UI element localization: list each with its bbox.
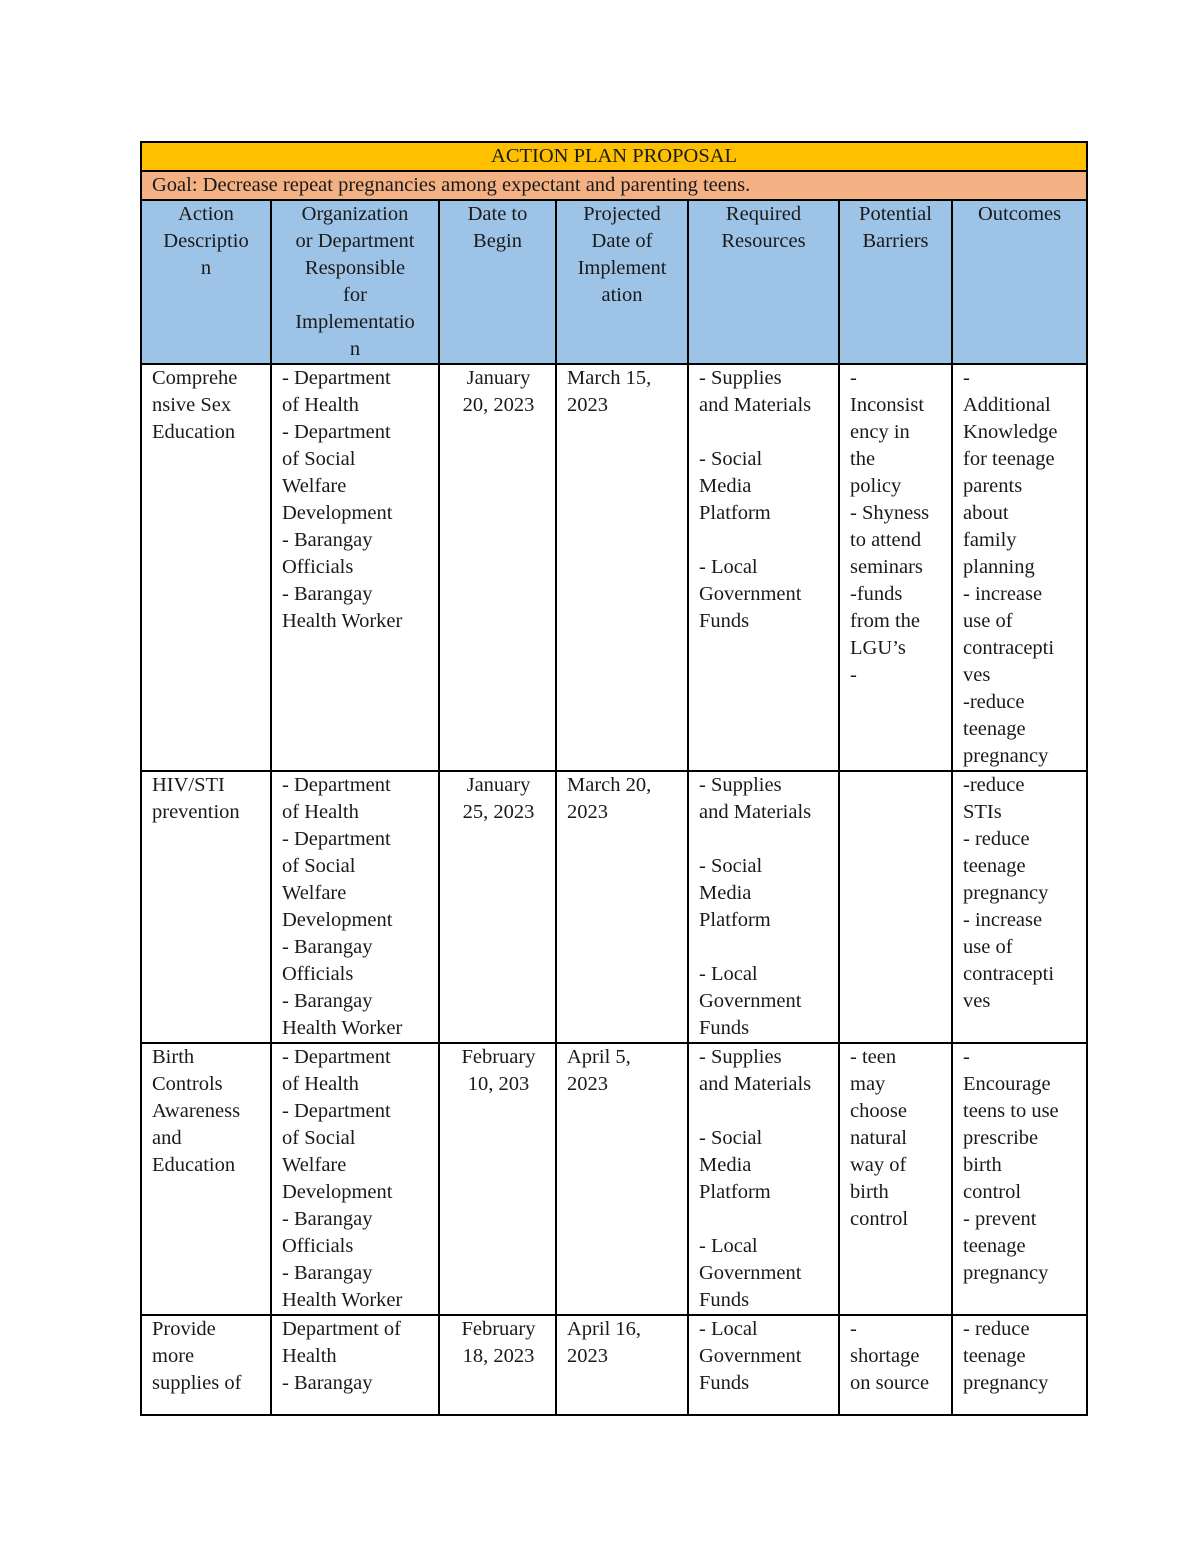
organization-cell-line: - Barangay xyxy=(282,1262,373,1284)
outcomes-cell-line: contracepti xyxy=(963,637,1055,659)
action-cell xyxy=(141,364,271,771)
barriers-cell-line: - teen xyxy=(850,1046,897,1068)
resources-cell-line: - Local xyxy=(699,1318,758,1340)
resources-cell-line: - Local xyxy=(699,1235,758,1257)
outcomes-cell-line: ves xyxy=(963,990,991,1012)
projected-date-cell-line: 2023 xyxy=(567,394,608,416)
organization-cell-line: Officials xyxy=(282,556,354,578)
action-cell xyxy=(141,771,271,1043)
organization-cell-line: - Barangay xyxy=(282,1208,373,1230)
resources-cell-line xyxy=(699,419,830,446)
header-projected-date-line: Date of xyxy=(591,230,653,252)
table-row xyxy=(141,364,1087,771)
resources-cell-line xyxy=(699,1098,830,1125)
barriers-cell xyxy=(839,771,952,1043)
action-cell-line: Awareness xyxy=(152,1100,241,1122)
action-cell-line: Comprehe xyxy=(152,367,238,389)
resources-cell-line xyxy=(699,826,830,853)
header-action-description-line: Action xyxy=(178,203,234,225)
action-cell-line: prevention xyxy=(152,801,240,823)
barriers-cell xyxy=(839,364,952,771)
table-row xyxy=(141,1315,1087,1415)
header-date-to-begin xyxy=(439,200,556,364)
organization-cell xyxy=(271,1043,439,1315)
action-cell-line: Controls xyxy=(152,1073,223,1095)
organization-cell-line: Officials xyxy=(282,963,354,985)
barriers-cell xyxy=(839,1043,952,1315)
organization-cell-line: of Social xyxy=(282,1127,356,1149)
resources-cell xyxy=(688,364,839,771)
outcomes-cell-line: - increase xyxy=(963,583,1043,605)
outcomes-cell-line: pregnancy xyxy=(963,1372,1049,1394)
outcomes-cell-line: - reduce xyxy=(963,1318,1030,1340)
outcomes-cell xyxy=(952,1043,1087,1315)
organization-cell-line: of Health xyxy=(282,394,359,416)
barriers-cell-line: - xyxy=(850,367,857,389)
date-begin-cell xyxy=(439,771,556,1043)
action-cell-line: more xyxy=(152,1345,195,1367)
organization-cell-line: - Barangay xyxy=(282,936,373,958)
outcomes-cell-line: - xyxy=(963,367,970,389)
date-begin-cell-line: January xyxy=(466,367,531,389)
action-cell xyxy=(141,1315,271,1415)
outcomes-cell-line: pregnancy xyxy=(963,745,1049,767)
organization-cell-line: of Health xyxy=(282,801,359,823)
outcomes-cell-line: - increase xyxy=(963,909,1043,931)
header-required-resources xyxy=(688,200,839,364)
projected-date-cell-line: 2023 xyxy=(567,801,608,823)
organization-cell xyxy=(271,1315,439,1415)
resources-cell-line: - Local xyxy=(699,963,758,985)
header-required-resources-line: Resources xyxy=(721,230,806,252)
outcomes-cell-line: Knowledge xyxy=(963,421,1058,443)
date-begin-cell-line: 25, 2023 xyxy=(462,801,535,823)
header-organization-responsible-line: Organization xyxy=(301,203,409,225)
barriers-cell-line: seminars xyxy=(850,556,923,578)
outcomes-cell-line: teenage xyxy=(963,1235,1026,1257)
outcomes-cell-line: for teenage xyxy=(963,448,1055,470)
header-projected-date-line: ation xyxy=(601,284,643,306)
organization-cell-line: Welfare xyxy=(282,1154,347,1176)
organization-cell-line: - Barangay xyxy=(282,990,373,1012)
barriers-cell-line: - xyxy=(850,1318,857,1340)
organization-cell-line: - Department xyxy=(282,421,391,443)
header-projected-date-line: Implement xyxy=(577,257,667,279)
date-begin-cell-line: February xyxy=(461,1318,536,1340)
goal-statement: Goal: Decrease repeat pregnancies among expectant and parenting teens. xyxy=(141,171,1087,200)
action-cell-line: Education xyxy=(152,421,236,443)
outcomes-cell-line: birth xyxy=(963,1154,1002,1176)
resources-cell-line: Media xyxy=(699,475,752,497)
organization-cell-line: - Barangay xyxy=(282,529,373,551)
header-action-description-line: n xyxy=(200,257,212,279)
barriers-cell-line: policy xyxy=(850,475,902,497)
organization-cell xyxy=(271,771,439,1043)
organization-cell-line: of Social xyxy=(282,448,356,470)
resources-cell-line: - Social xyxy=(699,855,763,877)
outcomes-cell-line: Encourage xyxy=(963,1073,1051,1095)
resources-cell-line: Funds xyxy=(699,1372,750,1394)
organization-cell-line: Health xyxy=(282,1345,337,1367)
header-date-to-begin-line: Date to xyxy=(467,203,528,225)
outcomes-cell-line: control xyxy=(963,1181,1022,1203)
organization-cell-line: Health Worker xyxy=(282,1289,403,1311)
outcomes-cell xyxy=(952,771,1087,1043)
barriers-cell-line: shortage xyxy=(850,1345,920,1367)
resources-cell-line xyxy=(699,527,830,554)
organization-cell-line: - Department xyxy=(282,774,391,796)
barriers-cell-line: choose xyxy=(850,1100,907,1122)
table-row xyxy=(141,1043,1087,1315)
outcomes-cell-line: Additional xyxy=(963,394,1051,416)
table-title: ACTION PLAN PROPOSAL xyxy=(141,142,1087,171)
outcomes-cell-line: -reduce xyxy=(963,691,1025,713)
resources-cell-line: Media xyxy=(699,1154,752,1176)
header-potential-barriers-line: Potential xyxy=(859,203,932,225)
header-outcomes xyxy=(952,200,1087,364)
organization-cell-line: - Department xyxy=(282,1046,391,1068)
action-cell-line: nsive Sex xyxy=(152,394,232,416)
resources-cell-line xyxy=(699,934,830,961)
barriers-cell xyxy=(839,1315,952,1415)
outcomes-cell-line: family xyxy=(963,529,1017,551)
outcomes-cell-line: -reduce xyxy=(963,774,1025,796)
resources-cell-line: - Social xyxy=(699,448,763,470)
outcomes-cell-line: teenage xyxy=(963,855,1026,877)
outcomes-cell-line: planning xyxy=(963,556,1035,578)
resources-cell-line xyxy=(699,1206,830,1233)
outcomes-cell-line: pregnancy xyxy=(963,882,1049,904)
outcomes-cell-line: teenage xyxy=(963,1345,1026,1367)
resources-cell-line: Funds xyxy=(699,1289,750,1311)
date-begin-cell xyxy=(439,364,556,771)
resources-cell-line: Platform xyxy=(699,909,771,931)
organization-cell-line: Health Worker xyxy=(282,610,403,632)
projected-date-cell-line: 2023 xyxy=(567,1073,608,1095)
resources-cell-line: Government xyxy=(699,1345,802,1367)
date-begin-cell xyxy=(439,1315,556,1415)
organization-cell-line: Officials xyxy=(282,1235,354,1257)
organization-cell-line: Welfare xyxy=(282,882,347,904)
outcomes-cell-line: teenage xyxy=(963,718,1026,740)
resources-cell-line: - Supplies xyxy=(699,1046,782,1068)
header-required-resources-line: Required xyxy=(725,203,802,225)
outcomes-cell xyxy=(952,364,1087,771)
organization-cell xyxy=(271,364,439,771)
resources-cell-line: Government xyxy=(699,1262,802,1284)
header-organization-responsible-line: for xyxy=(343,284,367,306)
outcomes-cell xyxy=(952,1315,1087,1415)
header-organization-responsible-line: Responsible xyxy=(304,257,406,279)
header-projected-date xyxy=(556,200,688,364)
header-row xyxy=(141,200,1087,364)
header-action-description-line: Descriptio xyxy=(163,230,249,252)
barriers-cell-line: from the xyxy=(850,610,921,632)
barriers-cell-line: the xyxy=(850,448,876,470)
resources-cell-line: and Materials xyxy=(699,1073,812,1095)
header-potential-barriers-line: Barriers xyxy=(862,230,929,252)
organization-cell-line: Development xyxy=(282,502,393,524)
outcomes-cell-line: prescribe xyxy=(963,1127,1039,1149)
projected-date-cell xyxy=(556,364,688,771)
outcomes-cell-line: use of xyxy=(963,610,1013,632)
date-begin-cell-line: February xyxy=(461,1046,536,1068)
header-organization-responsible-line: or Department xyxy=(295,230,415,252)
header-outcomes-line: Outcomes xyxy=(977,203,1062,225)
resources-cell-line: and Materials xyxy=(699,394,812,416)
organization-cell-line: of Social xyxy=(282,855,356,877)
outcomes-cell-line: parents xyxy=(963,475,1023,497)
table-row xyxy=(141,771,1087,1043)
resources-cell-line: Media xyxy=(699,882,752,904)
resources-cell-line: Funds xyxy=(699,610,750,632)
resources-cell-line: and Materials xyxy=(699,801,812,823)
organization-cell-line: Welfare xyxy=(282,475,347,497)
resources-cell-line: - Social xyxy=(699,1127,763,1149)
organization-cell-line: - Department xyxy=(282,367,391,389)
organization-cell-line: - Barangay xyxy=(282,1372,373,1394)
resources-cell xyxy=(688,771,839,1043)
header-potential-barriers xyxy=(839,200,952,364)
barriers-cell-line: -funds xyxy=(850,583,903,605)
action-cell-line: Birth xyxy=(152,1046,195,1068)
action-cell-line: supplies of xyxy=(152,1372,242,1394)
action-cell xyxy=(141,1043,271,1315)
resources-cell xyxy=(688,1315,839,1415)
action-cell-line: Provide xyxy=(152,1318,216,1340)
resources-cell-line: Funds xyxy=(699,1017,750,1039)
resources-cell-line: Platform xyxy=(699,1181,771,1203)
barriers-cell-line: Inconsist xyxy=(850,394,925,416)
outcomes-cell-line: about xyxy=(963,502,1009,524)
outcomes-cell-line: STIs xyxy=(963,801,1002,823)
outcomes-cell-line: - xyxy=(963,1046,970,1068)
projected-date-cell-line: March 20, xyxy=(567,774,652,796)
outcomes-cell-line: - reduce xyxy=(963,828,1030,850)
resources-cell-line: Government xyxy=(699,990,802,1012)
action-cell-line: and xyxy=(152,1127,182,1149)
outcomes-cell-line: use of xyxy=(963,936,1013,958)
organization-cell-line: - Department xyxy=(282,828,391,850)
action-cell-line: HIV/STI xyxy=(152,774,225,796)
barriers-cell-line: ency in xyxy=(850,421,910,443)
resources-cell-line: - Supplies xyxy=(699,774,782,796)
barriers-cell-line: natural xyxy=(850,1127,907,1149)
projected-date-cell xyxy=(556,1043,688,1315)
barriers-cell-line: on source xyxy=(850,1372,930,1394)
date-begin-cell-line: 10, 203 xyxy=(467,1073,530,1095)
organization-cell-line: - Department xyxy=(282,1100,391,1122)
resources-cell-line: - Local xyxy=(699,556,758,578)
organization-cell-line: Development xyxy=(282,1181,393,1203)
projected-date-cell-line: April 5, xyxy=(567,1046,631,1068)
date-begin-cell-line: 20, 2023 xyxy=(462,394,535,416)
projected-date-cell-line: March 15, xyxy=(567,367,652,389)
barriers-cell-line: control xyxy=(850,1208,909,1230)
action-plan-table xyxy=(140,141,1088,1416)
resources-cell-line: Government xyxy=(699,583,802,605)
header-date-to-begin-line: Begin xyxy=(473,230,522,252)
projected-date-cell-line: April 16, xyxy=(567,1318,642,1340)
barriers-cell-line: - xyxy=(850,664,857,686)
projected-date-cell-line: 2023 xyxy=(567,1345,608,1367)
date-begin-cell-line: 18, 2023 xyxy=(462,1345,535,1367)
header-action-description xyxy=(141,200,271,364)
date-begin-cell xyxy=(439,1043,556,1315)
header-projected-date-line: Projected xyxy=(583,203,661,225)
barriers-cell-line: to attend xyxy=(850,529,922,551)
barriers-cell-line: LGU’s xyxy=(850,637,906,659)
projected-date-cell xyxy=(556,771,688,1043)
barriers-cell-line: - Shyness xyxy=(850,502,930,524)
projected-date-cell xyxy=(556,1315,688,1415)
barriers-cell-line: way of xyxy=(850,1154,907,1176)
outcomes-cell-line: ves xyxy=(963,664,991,686)
outcomes-cell-line: contracepti xyxy=(963,963,1055,985)
outcomes-cell-line: - prevent xyxy=(963,1208,1037,1230)
action-cell-line: Education xyxy=(152,1154,236,1176)
organization-cell-line: of Health xyxy=(282,1073,359,1095)
outcomes-cell-line: pregnancy xyxy=(963,1262,1049,1284)
resources-cell-line: Platform xyxy=(699,502,771,524)
barriers-cell-line: may xyxy=(850,1073,886,1095)
header-organization-responsible xyxy=(271,200,439,364)
date-begin-cell-line: January xyxy=(466,774,531,796)
organization-cell-line: - Barangay xyxy=(282,583,373,605)
organization-cell-line: Development xyxy=(282,909,393,931)
organization-cell-line: Department of xyxy=(282,1318,401,1340)
resources-cell xyxy=(688,1043,839,1315)
resources-cell-line: - Supplies xyxy=(699,367,782,389)
header-organization-responsible-line: n xyxy=(349,338,361,360)
outcomes-cell-line: teens to use xyxy=(963,1100,1059,1122)
organization-cell-line: Health Worker xyxy=(282,1017,403,1039)
header-organization-responsible-line: Implementatio xyxy=(295,311,415,333)
barriers-cell-line: birth xyxy=(850,1181,889,1203)
